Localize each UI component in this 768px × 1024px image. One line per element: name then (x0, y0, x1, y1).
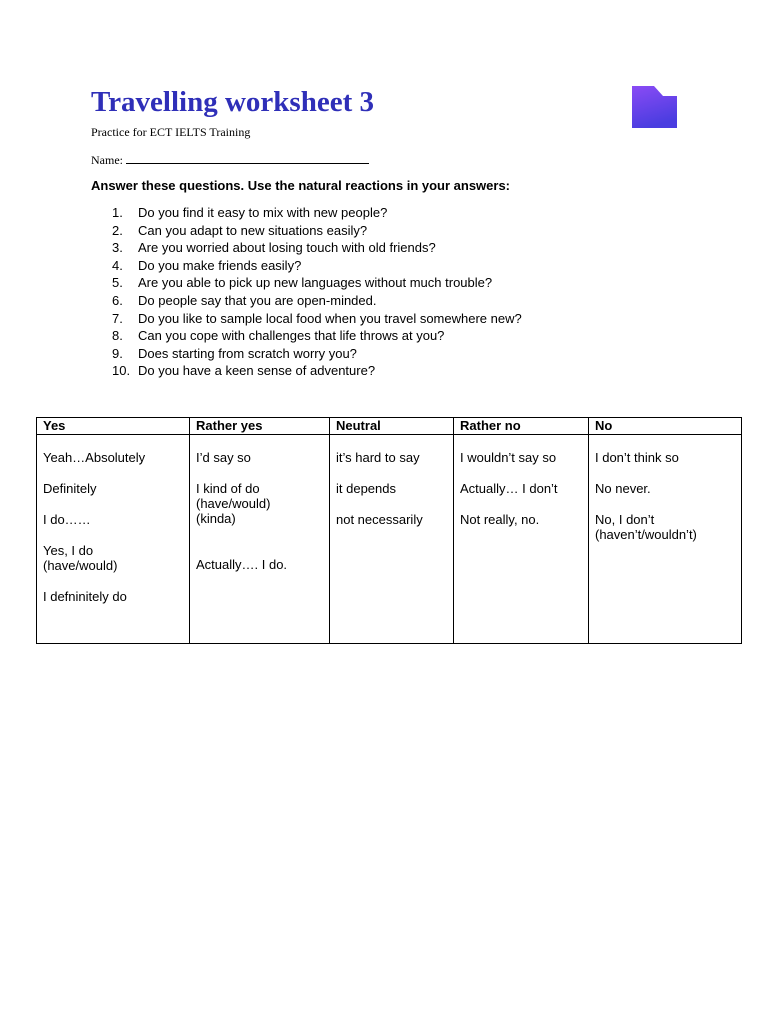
cell-no (589, 435, 742, 644)
reaction-phrase: Not really, no. (460, 512, 540, 527)
folded-corner-logo-icon (632, 86, 677, 128)
reaction-phrase: Actually… I don’t (460, 481, 558, 496)
reaction-phrase: it depends (336, 481, 396, 496)
reaction-phrase: it’s hard to say (336, 450, 420, 465)
reaction-phrase: No, I don’t (haven’t/wouldn’t) (595, 512, 697, 542)
question-item (112, 327, 522, 345)
question-item (112, 292, 522, 310)
column-header-rather-no: Rather no (454, 418, 589, 435)
question-text: Can you cope with challenges that life throws at you? (138, 328, 445, 344)
question-number: 5. (112, 275, 123, 291)
worksheet-subtitle: Practice for ECT IELTS Training (91, 125, 251, 139)
reaction-phrase: I’d say so (196, 450, 251, 465)
reaction-phrase: Actually…. I do. (196, 557, 288, 572)
question-text: Do you find it easy to mix with new people? (138, 205, 388, 220)
worksheet-title: Travelling worksheet 3 (91, 86, 374, 118)
name-blank-line (126, 152, 369, 164)
reaction-phrase: Definitely (43, 481, 97, 496)
question-text: Do you like to sample local food when you travel somewhere new? (138, 310, 522, 326)
question-text: Do you make friends easily? (138, 257, 302, 273)
instructions-heading: Answer these questions. Use the natural reactions in your answers: (91, 178, 511, 193)
question-item (112, 257, 522, 275)
question-number: 4. (112, 257, 123, 273)
reaction-phrase: not necessarily (336, 512, 423, 527)
reaction-phrase: I don’t think so (595, 450, 679, 465)
cell-yes (37, 435, 190, 644)
reaction-phrase: Yes, I do (have/would) (43, 543, 118, 573)
reaction-phrase: I defninitely do (43, 589, 127, 604)
name-label: Name: (91, 153, 123, 167)
question-text: Do you have a keen sense of adventure? (138, 363, 376, 379)
question-item (112, 222, 522, 240)
question-number: 6. (112, 292, 123, 308)
question-number: 9. (112, 345, 123, 361)
question-item (112, 274, 522, 292)
question-item (112, 345, 522, 363)
reaction-phrase: I wouldn’t say so (460, 450, 557, 465)
question-item (112, 204, 522, 222)
column-header-no: No (589, 418, 742, 435)
question-list (112, 204, 522, 380)
question-item (112, 362, 522, 380)
question-text: Does starting from scratch worry you? (138, 345, 357, 361)
question-text: Are you worried about losing touch with old friends? (138, 240, 436, 256)
cell-neutral (330, 435, 454, 644)
question-number: 10. (112, 363, 131, 379)
column-header-neutral: Neutral (330, 418, 454, 435)
reaction-phrase: No never. (595, 481, 651, 496)
column-header-rather-yes: Rather yes (190, 418, 330, 435)
column-header-yes: Yes (37, 418, 190, 435)
question-number: 1. (112, 205, 123, 220)
reaction-phrase: I kind of do (have/would) (kinda) (196, 481, 271, 526)
reaction-phrase: Yeah…Absolutely (43, 450, 146, 465)
reaction-phrase: I do…… (43, 512, 91, 527)
question-item (112, 239, 522, 257)
cell-rather-no (454, 435, 589, 644)
table-row (37, 435, 742, 644)
question-text: Are you able to pick up new languages without much trouble? (138, 275, 493, 291)
question-number: 7. (112, 310, 123, 326)
question-number: 3. (112, 240, 123, 256)
name-field (91, 152, 369, 167)
cell-rather-yes (190, 435, 330, 644)
question-item (112, 310, 522, 328)
question-text: Do people say that you are open-minded. (138, 292, 377, 308)
reactions-table (36, 417, 742, 644)
question-number: 8. (112, 328, 123, 344)
question-text: Can you adapt to new situations easily? (138, 222, 368, 238)
question-number: 2. (112, 222, 123, 238)
table-header-row (37, 418, 742, 435)
